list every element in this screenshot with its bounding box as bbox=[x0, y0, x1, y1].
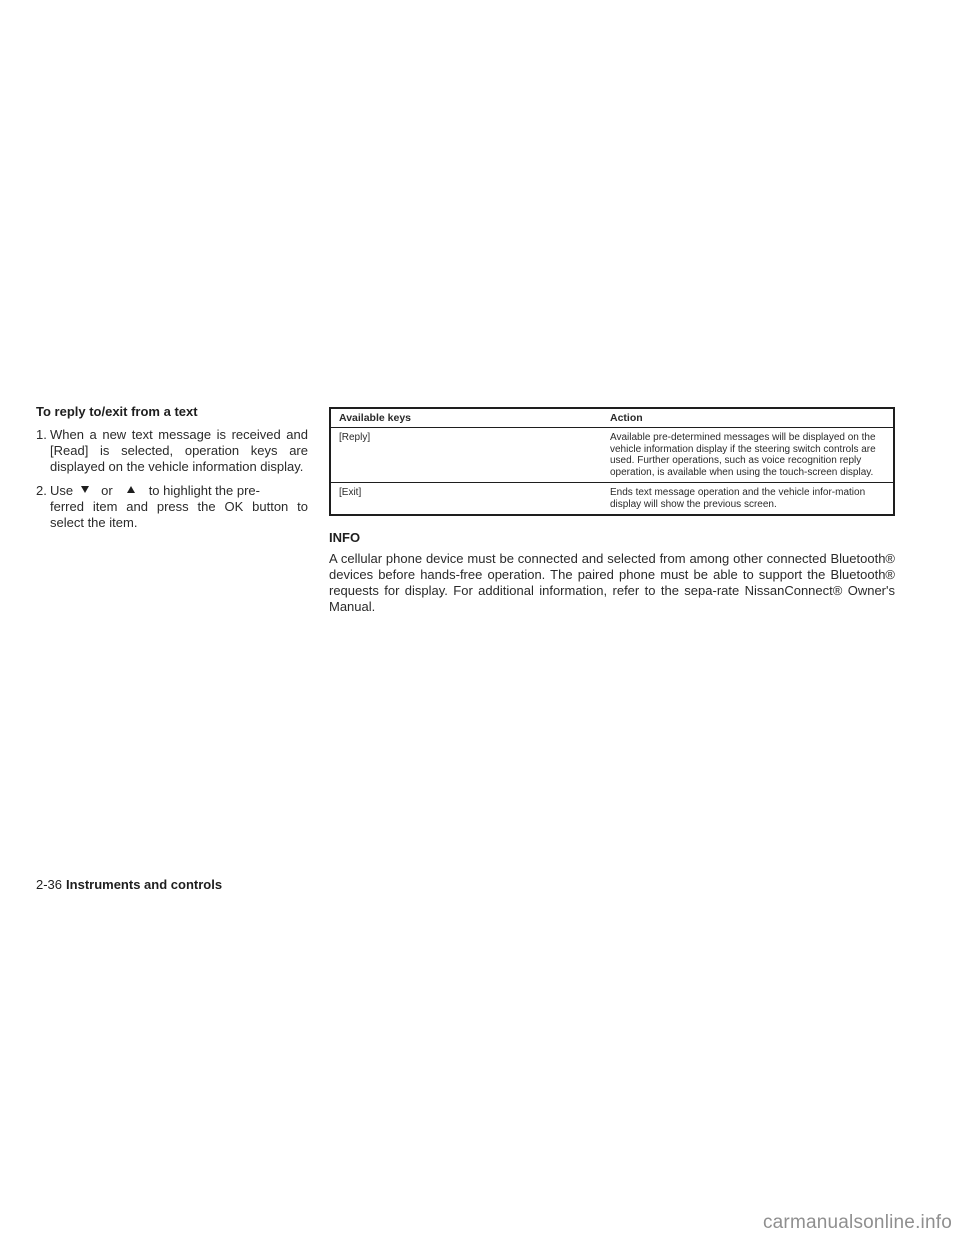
triangle-up-icon bbox=[127, 486, 135, 493]
step-number: 2. bbox=[36, 483, 47, 498]
table-header-action: Action bbox=[602, 408, 894, 428]
watermark: carmanualsonline.info bbox=[762, 1212, 952, 1233]
step-1 bbox=[36, 427, 308, 475]
table-cell-action: Available pre-determined messages will be displayed on the vehicle information display if the steering switch controls are used. Further operations, such as voice recognition reply operation, is available when using the touch-screen display. bbox=[610, 432, 876, 478]
table-header-keys: Available keys bbox=[330, 408, 602, 428]
info-heading: INFO bbox=[329, 530, 361, 545]
info-body: A cellular phone device must be connected and selected from among other connected Bluetooth® devices before hands-free operation. The paired phone must be able to support the Bluetooth® requests for display. For additional information, refer to the sepa-rate NissanConnect® Owner's Manual. bbox=[329, 551, 895, 614]
available-keys-table bbox=[329, 407, 895, 516]
step-text: When a new text message is received and [Read] is selected, operation keys are displayed on the vehicle information display. bbox=[50, 427, 308, 474]
step-text-rest: ferred item and press the OK button to select the item. bbox=[50, 499, 308, 530]
table-row bbox=[330, 428, 894, 483]
table-row bbox=[330, 483, 894, 516]
page-number: 2-36 bbox=[36, 877, 63, 892]
step-text-use: Use bbox=[50, 483, 74, 498]
info-section bbox=[329, 530, 895, 615]
instructions-column bbox=[36, 404, 308, 539]
table-cell-action: Ends text message operation and the vehicle infor-mation display will show the previous screen. bbox=[602, 483, 894, 516]
step-2 bbox=[36, 483, 308, 531]
step-number: 1. bbox=[36, 427, 47, 442]
step-text-after: to highlight the pre- bbox=[148, 483, 260, 498]
table-cell-key: [Reply] bbox=[339, 432, 371, 443]
step-text-or: or bbox=[101, 483, 113, 498]
table-cell-key: [Exit] bbox=[330, 483, 602, 516]
page-footer bbox=[36, 877, 222, 892]
section-heading: To reply to/exit from a text bbox=[36, 404, 198, 419]
step-2-first-line bbox=[36, 483, 308, 499]
triangle-down-icon bbox=[81, 486, 89, 493]
chapter-title: Instruments and controls bbox=[66, 877, 223, 892]
